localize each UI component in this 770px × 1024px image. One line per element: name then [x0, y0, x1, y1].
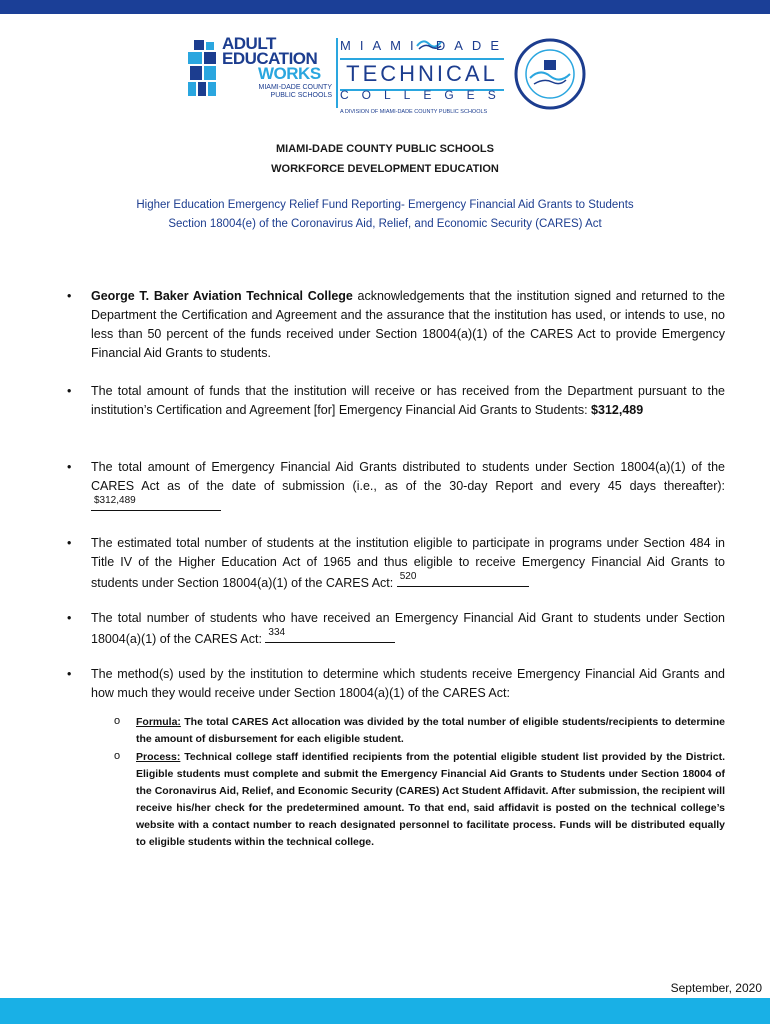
bullet-6-symbol: •: [67, 667, 72, 681]
bullet-4-text: The estimated total number of students at the institution eligible to participate in programs under Section 484 in Title IV of the Higher Education Act of 1965 and thus eligible to receive Emergency Financial Aid Grants to students under Section 18004(a)(1) of the CARES Act: 520: [91, 536, 725, 590]
sub-formula-text: Formula: The total CARES Act allocation was divided by the total number of eligible students/recipients to determine the amount of disbursement for each eligible student.: [136, 716, 725, 745]
top-color-bar: [0, 0, 770, 14]
bullet-5-text: The total number of students who have received an Emergency Financial Aid Grant to students under Section 18004(a)(1) of the CARES Act: 334: [91, 611, 725, 646]
bullet-2-symbol: •: [67, 384, 72, 398]
adult-education-works-logo: [186, 36, 332, 106]
aew-wordmark: ADULT EDUCATION WORKS: [222, 34, 321, 83]
title-line-2: WORKFORCE DEVELOPMENT EDUCATION: [271, 163, 499, 175]
bullet-1-text: George T. Baker Aviation Technical College acknowledgements that the institution signed and returned to the Department the Certification and Agreement and the assurance that the institution has used, or intends to use, no less than 50 percent of the funds received under Section 18004(a)(1) of the CARES Act to provide Emergency Financial Aid Grants to students.: [91, 289, 725, 360]
grants-distributed-field[interactable]: $312,489: [91, 496, 221, 511]
mdtc-miami-dade: MIAMI DADE: [340, 38, 508, 53]
formula-label: Formula:: [136, 716, 181, 728]
bullet-3-text: The total amount of Emergency Financial Aid Grants distributed to students under Section 18004(a)(1) of the CARES Act as of the date of submission (i.e., as of the 30-day Report and every 45 days thereafter): $312,489: [91, 458, 725, 517]
subtitle-line-1: Higher Education Emergency Relief Fund Reporting- Emergency Financial Aid Grants to Students: [136, 199, 634, 211]
sub-2-symbol: o: [114, 750, 121, 762]
bullet-4-symbol: •: [67, 536, 72, 550]
institution-name: George T. Baker Aviation Technical College: [91, 289, 353, 303]
bottom-color-bar: [0, 998, 770, 1024]
mdtc-colleges: COLLEGES: [340, 88, 509, 102]
bullet-3-symbol: •: [67, 460, 72, 474]
bullet-5-symbol: •: [67, 611, 72, 625]
title-line-1: MIAMI-DADE COUNTY PUBLIC SCHOOLS: [276, 143, 494, 155]
logo-divider: [336, 38, 338, 108]
students-received-field[interactable]: 334: [265, 628, 395, 643]
process-label: Process:: [136, 751, 181, 763]
sub-1-symbol: o: [114, 715, 121, 727]
bullet-2-text: The total amount of funds that the institution will receive or has received from the Department pursuant to the institution’s Certification and Agreement [for] Emergency Financial Aid Grants to Students: $312,489: [91, 384, 725, 417]
bullet-1-symbol: •: [67, 289, 72, 303]
subtitle-line-2: Section 18004(e) of the Coronavirus Aid, Relief, and Economic Security (CARES) Act: [168, 218, 602, 230]
aew-subtitle: MIAMI-DADE COUNTY PUBLIC SCHOOLS: [258, 84, 332, 99]
mdtc-logo: [340, 36, 508, 116]
mdtc-division: A DIVISION OF MIAMI-DADE COUNTY PUBLIC SCHOOLS: [340, 109, 488, 115]
sub-process-text: Process: Technical college staff identified recipients from the potential eligible student list provided by the District. Eligible students must complete and submit the Emergency Financial Aid Grants to Students under Section 18004 of the Coronavirus Aid, Relief, and Economic Security (CARES) Act Student Affidavit. After submission, the recipient will receive his/her check for the predetermined amount. To that end, said affidavit is posted on the technical college’s website with a contact number to reach designated personnel to facilitate process. Funds will be distributed equally to eligible students within the technical college.: [136, 751, 725, 848]
gear-icon: [186, 38, 220, 100]
funds-received-amount: $312,489: [591, 403, 644, 417]
eligible-students-field[interactable]: 520: [397, 572, 529, 587]
school-board-seal-icon: [514, 38, 586, 110]
mdtc-technical: TECHNICAL: [340, 58, 504, 91]
footer-date: September, 2020: [670, 981, 762, 995]
bullet-6-text: The method(s) used by the institution to determine which students receive Emergency Financial Aid Grants and how much they would receive under Section 18004(a)(1) of the CARES Act:: [91, 667, 725, 700]
